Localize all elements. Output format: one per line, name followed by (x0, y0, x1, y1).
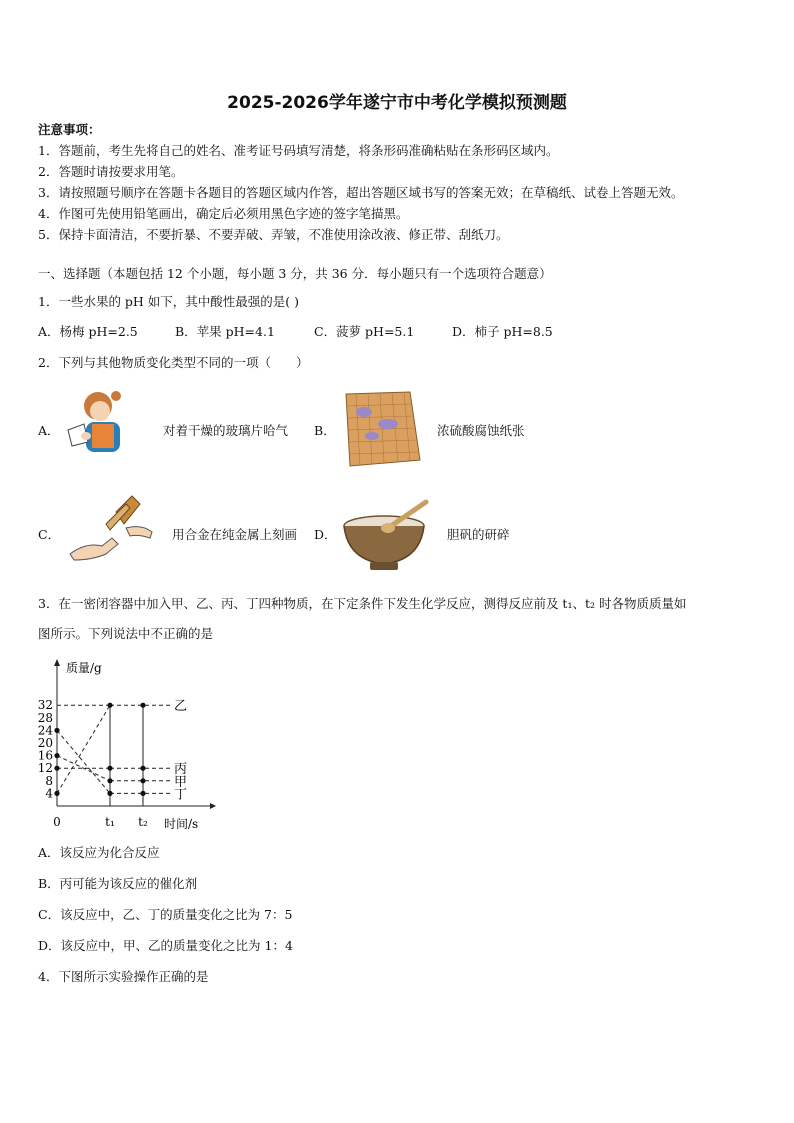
girl-breathing-illustration (64, 386, 132, 456)
q3-stem-line2: 图所示。下列说法中不正确的是 (38, 626, 214, 641)
y-tick-label: 20 (37, 736, 53, 750)
q2-c-label: C． (38, 527, 61, 542)
series-label: 甲 (174, 774, 188, 790)
x-tick-label: t₂ (138, 815, 148, 829)
series-line (57, 730, 110, 793)
q3-option-b: B．丙可能为该反应的催化剂 (38, 876, 198, 891)
data-point (107, 778, 112, 783)
page-title: 2025-2026学年遂宁市中考化学模拟预测题 (227, 93, 567, 113)
y-axis-arrow (54, 659, 60, 666)
q2-d-label: D． (314, 527, 337, 542)
q2-b-text: 浓硫酸腐蚀纸张 (437, 423, 525, 438)
series-label: 丁 (174, 787, 188, 803)
q1-stem: 1．一些水果的 pH 如下，其中酸性最强的是( ) (38, 294, 300, 309)
q2-d-text: 胆矾的研碎 (447, 527, 510, 542)
y-tick-label: 16 (37, 748, 53, 763)
x-axis-arrow (210, 803, 216, 809)
q1-option-c: C．菠萝 pH=5.1 (314, 324, 415, 339)
notice-item: 5．保持卡面清洁，不要折暴、不要弄破、弄皱，不准使用涂改液、修正带、刮纸刀。 (38, 227, 509, 242)
q4-stem: 4．下图所示实验操作正确的是 (38, 969, 209, 984)
series-label: 乙 (174, 699, 188, 715)
series-line (57, 705, 110, 793)
data-point (140, 791, 145, 796)
y-tick-label: 24 (37, 723, 53, 738)
data-point (107, 766, 112, 771)
notice-item: 1．答题前，考生先将自己的姓名、准考证号码填写清楚，将条形码准确粘贴在条形码区域内。 (38, 143, 559, 158)
y-tick-label: 28 (37, 710, 53, 725)
data-point (107, 791, 112, 796)
data-point (54, 791, 59, 796)
data-point (140, 703, 145, 708)
x-tick-label: t₁ (105, 815, 115, 829)
q2-b-label: B． (314, 423, 336, 438)
y-tick-label: 8 (45, 773, 53, 788)
q2-a-label: A． (38, 423, 60, 438)
q1-option-d: D．柿子 pH=8.5 (452, 324, 553, 339)
q1-option-b: B．苹果 pH=4.1 (175, 324, 275, 339)
mortar-pestle-illustration (340, 496, 432, 576)
section-heading: 一、选择题（本题包括 12 个小题，每小题 3 分，共 36 分．每小题只有一个选项符合题意） (38, 266, 552, 281)
q1-option-a: A．杨梅 pH=2.5 (38, 324, 138, 339)
q3-option-a: A．该反应为化合反应 (38, 845, 160, 860)
data-point (140, 778, 145, 783)
q2-a-text: 对着干燥的玻璃片哈气 (163, 423, 289, 438)
q3-option-c: C．该反应中，乙、丁的质量变化之比为 7：5 (38, 907, 293, 922)
y-tick-label: 32 (37, 698, 53, 713)
data-point (54, 728, 59, 733)
q2-c-text: 用合金在纯金属上刻画 (172, 527, 298, 542)
y-axis-label: 质量/g (66, 661, 102, 675)
alloy-scratching-illustration (66, 494, 156, 566)
x-axis-label: 时间/s (164, 817, 199, 831)
data-point (54, 753, 59, 758)
mass-time-chart (30, 654, 230, 836)
q2-stem: 2．下列与其他物质变化类型不同的一项（ ） (38, 355, 309, 370)
notice-item: 4．作图可先使用铅笔画出，确定后必须用黑色字迹的签字笔描黑。 (38, 206, 409, 221)
notice-item: 2．答题时请按要求用笔。 (38, 164, 184, 179)
corroded-paper-illustration (342, 390, 422, 468)
x-tick-label: 0 (53, 815, 61, 829)
y-tick-label: 12 (37, 761, 53, 776)
q3-option-d: D．该反应中，甲、乙的质量变化之比为 1：4 (38, 938, 293, 953)
y-tick-label: 4 (45, 786, 53, 801)
data-point (54, 766, 59, 771)
data-point (140, 766, 145, 771)
notice-item: 3．请按照题号顺序在答题卡各题目的答题区域内作答，超出答题区域书写的答案无效；在草稿纸、试卷上答题无效。 (38, 185, 684, 200)
q3-stem-line1: 3．在一密闭容器中加入甲、乙、丙、丁四种物质，在下定条件下发生化学反应，测得反应前及 t₁、t₂ 时各物质质量如 (38, 596, 687, 611)
notice-heading: 注意事项： (38, 122, 101, 137)
series-label: 丙 (174, 762, 188, 778)
